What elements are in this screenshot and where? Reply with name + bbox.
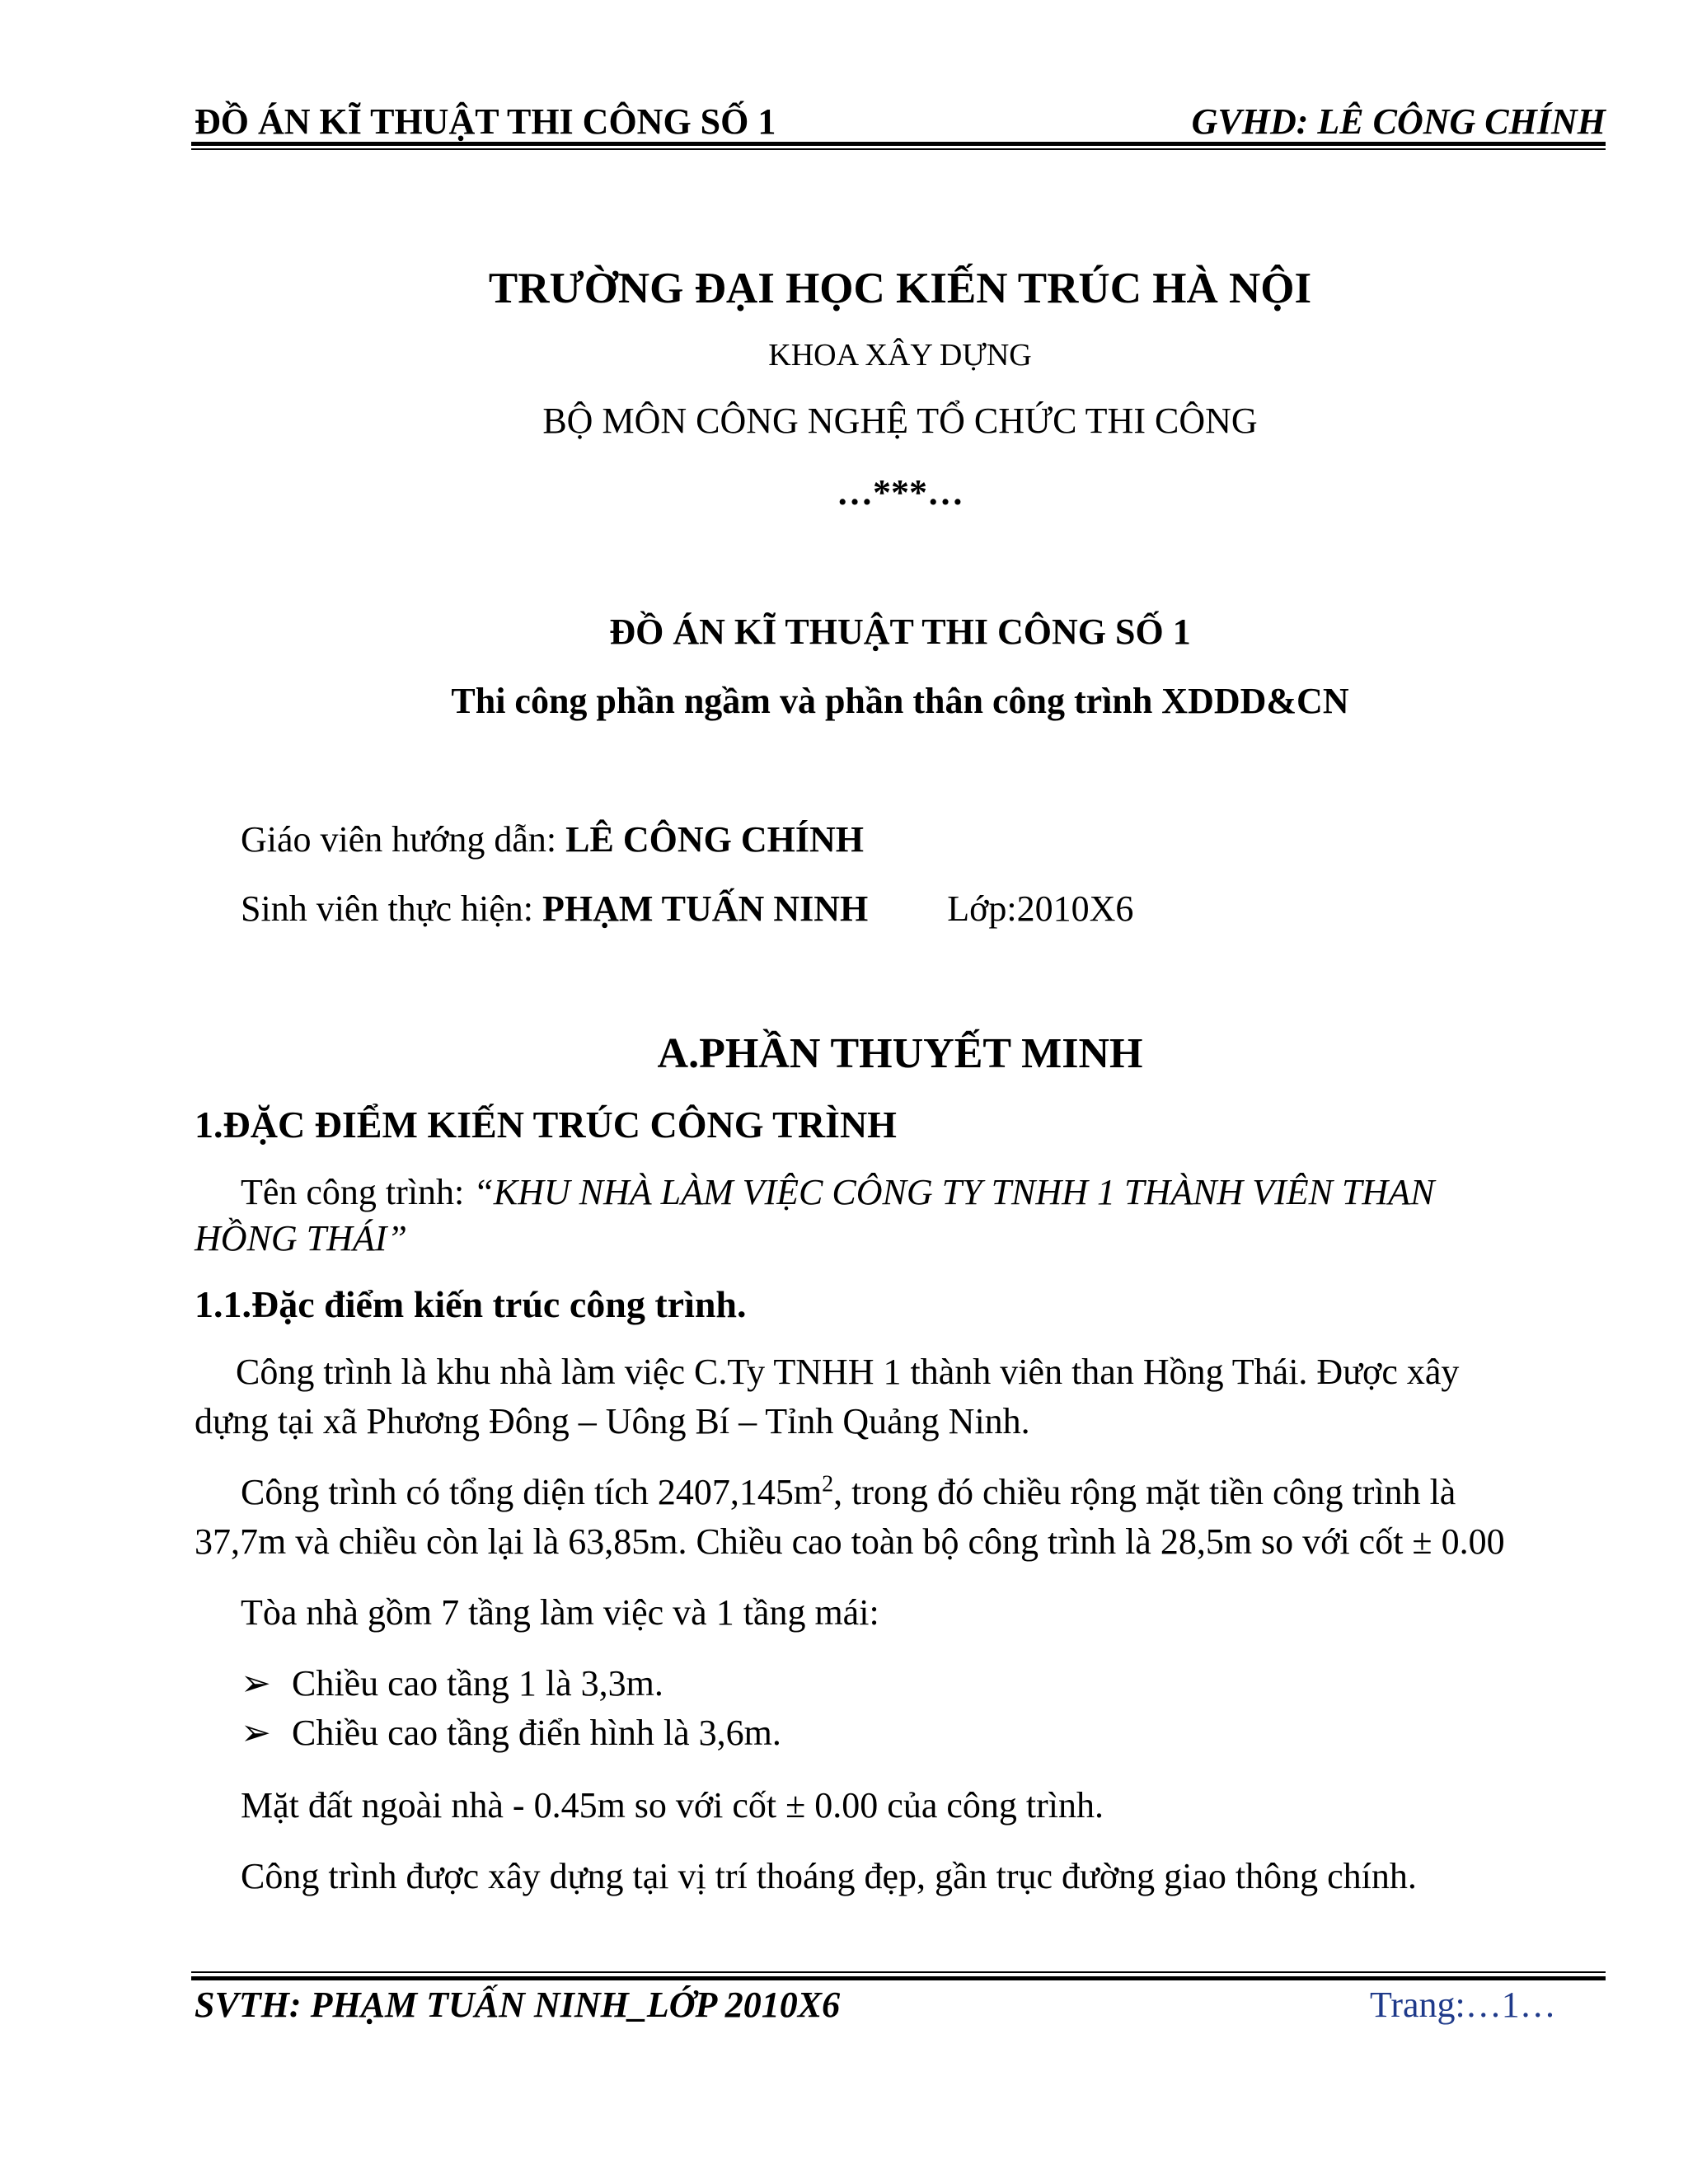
faculty-name: KHOA XÂY DỰNG (768, 338, 1032, 373)
header-rule-thick (191, 142, 1606, 146)
bullet-item (241, 1711, 1606, 1755)
header-supervisor: GVHD: LÊ CÔNG CHÍNH (1191, 101, 1606, 142)
paragraph-1-line1: Công trình là khu nhà làm việc C.Ty TNHH 1 thành viên than Hồng Thái. Được xây (236, 1352, 1460, 1392)
paragraph-5: Công trình được xây dựng tại vị trí thoáng đẹp, gần trục đường giao thông chính. (241, 1856, 1417, 1896)
project-name-line2: HỒNG THÁI” (195, 1218, 407, 1258)
header-rule-thin (191, 148, 1606, 150)
paragraph-2-line2: 37,7m và chiều còn lại là 63,85m. Chiều cao toàn bộ công trình là 28,5m so với cốt ± 0.00 (195, 1521, 1505, 1562)
department-name: BỘ MÔN CÔNG NGHỆ TỔ CHỨC THI CÔNG (542, 401, 1258, 441)
arrow-bullet-icon: ➢ (241, 1663, 271, 1704)
section-1-1-heading: 1.1.Đặc điểm kiến trúc công trình. (195, 1283, 747, 1325)
footer-rule-thick (191, 1976, 1606, 1980)
footer-rule-thin (191, 1971, 1606, 1973)
student-line (241, 887, 1606, 931)
supervisor-label: Giáo viên hướng dẫn: (241, 819, 566, 860)
bullet-text: Chiều cao tầng điển hình là 3,6m. (292, 1713, 781, 1753)
header-project-title: ĐỒ ÁN KĨ THUẬT THI CÔNG SỐ 1 (195, 101, 776, 142)
project-title: ĐỒ ÁN KĨ THUẬT THI CÔNG SỐ 1 (609, 612, 1191, 652)
class-label: Lớp:2010X6 (947, 888, 1134, 929)
paragraph-1-line2: dựng tại xã Phương Đông – Uông Bí – Tỉnh Quảng Ninh. (195, 1401, 1030, 1441)
section-1-heading: 1.ĐẶC ĐIỂM KIẾN TRÚC CÔNG TRÌNH (195, 1104, 897, 1146)
separator: …***… (837, 472, 964, 513)
student-label: Sinh viên thực hiện: (241, 888, 543, 929)
area-superscript: 2 (822, 1471, 834, 1497)
project-name-text: “KHU NHÀ LÀM VIỆC CÔNG TY TNHH 1 THÀNH VIÊN THAN (473, 1172, 1435, 1212)
section-a-heading: A.PHẦN THUYẾT MINH (657, 1030, 1143, 1077)
page-header (195, 97, 1606, 147)
supervisor-line (241, 818, 1606, 862)
bullet-item (241, 1661, 1606, 1706)
paragraph-2-line1 (241, 1470, 1606, 1515)
paragraph-4: Mặt đất ngoài nhà - 0.45m so với cốt ± 0.00 của công trình. (241, 1785, 1104, 1825)
supervisor-name: LÊ CÔNG CHÍNH (565, 819, 864, 860)
project-name-label: Tên công trình: (241, 1172, 474, 1212)
footer-student: SVTH: PHẠM TUẤN NINH_LỚP 2010X6 (195, 1985, 841, 2025)
footer-page-number: Trang:…1… (1370, 1985, 1556, 2025)
school-name: TRƯỜNG ĐẠI HỌC KIẾN TRÚC HÀ NỘI (488, 265, 1312, 312)
student-name: PHẠM TUẤN NINH (542, 888, 869, 929)
area-text: Công trình có tổng diện tích 2407,145m (241, 1472, 823, 1512)
arrow-bullet-icon: ➢ (241, 1713, 271, 1753)
bullet-text: Chiều cao tầng 1 là 3,3m. (292, 1663, 663, 1704)
project-subtitle: Thi công phần ngầm và phần thân công trình XDDD&CN (451, 681, 1349, 721)
paragraph-3: Tòa nhà gồm 7 tầng làm việc và 1 tầng mái: (241, 1592, 879, 1633)
project-name-line1 (241, 1170, 1606, 1215)
frontage-text: , trong đó chiều rộng mặt tiền công trình là (833, 1472, 1456, 1512)
